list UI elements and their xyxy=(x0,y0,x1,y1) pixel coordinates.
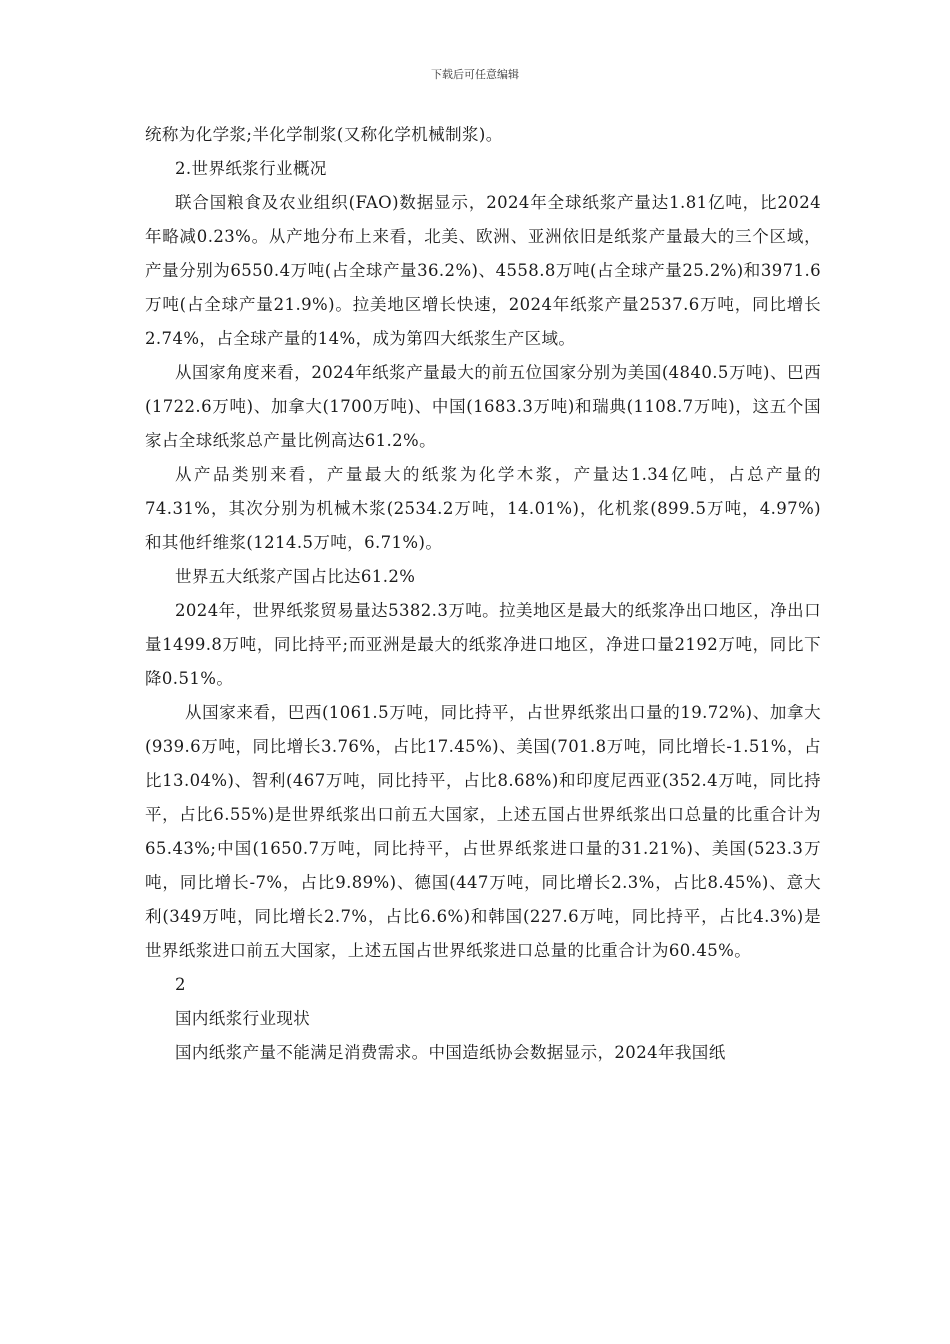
paragraph-trade-volume: 2024年，世界纸浆贸易量达5382.3万吨。拉美地区是最大的纸浆净出口地区，净出口量1499.8万吨，同比持平;而亚洲是最大的纸浆净进口地区，净进口量2192万吨，同比下降0.51%。 xyxy=(145,601,821,688)
document-body xyxy=(145,118,821,1070)
paragraph-continuation: 统称为化学浆;半化学制浆(又称化学机械制浆)。 xyxy=(145,125,503,144)
paragraph-global-production: 联合国粮食及农业组织(FAO)数据显示，2024年全球纸浆产量达1.81亿吨，比2024年略减0.23%。从产地分布上来看，北美、欧洲、亚洲依旧是纸浆产量最大的三个区域，产量分别为6550.4万吨(占全球产量36.2%)、4558.8万吨(占全球产量25.2%)和3971.6万吨(占全球产量21.9%)。拉美地区增长快速，2024年纸浆产量2537.6万吨，同比增长2.74%，占全球产量的14%，成为第四大纸浆生产区域。 xyxy=(145,193,821,348)
paragraph-domestic-status: 国内纸浆产量不能满足消费需求。中国造纸协会数据显示，2024年我国纸 xyxy=(175,1043,726,1062)
paragraph-product-categories: 从产品类别来看，产量最大的纸浆为化学木浆，产量达1.34亿吨，占总产量的74.31%，其次分别为机械木浆(2534.2万吨，14.01%)，化机浆(899.5万吨，4.97%)和其他纤维浆(1214.5万吨，6.71%)。 xyxy=(145,465,821,552)
paragraph-country-production: 从国家角度来看，2024年纸浆产量最大的前五位国家分别为美国(4840.5万吨)、巴西(1722.6万吨)、加拿大(1700万吨)、中国(1683.3万吨)和瑞典(1108.7万吨)，这五个国家占全球纸浆总产量比例高达61.2%。 xyxy=(145,363,821,450)
section-heading-world-pulp: 2.世界纸浆行业概况 xyxy=(175,159,327,178)
section-number: 2 xyxy=(175,975,186,994)
paragraph-export-import-countries: 从国家来看，巴西(1061.5万吨，同比持平，占世界纸浆出口量的19.72%)、加拿大(939.6万吨，同比增长3.76%，占比17.45%)、美国(701.8万吨，同比增长-1.51%，占比13.04%)、智利(467万吨，同比持平，占比8.68%)和印度尼西亚(352.4万吨，同比持平，占比6.55%)是世界纸浆出口前五大国家，上述五国占世界纸浆出口总量的比重合计为65.43%;中国(1650.7万吨，同比持平，占世界纸浆进口量的31.21%)、美国(523.3万吨，同比增长-7%，占比9.89%)、德国(447万吨，同比增长2.3%，占比8.45%)、意大利(349万吨，同比增长2.7%，占比6.6%)和韩国(227.6万吨，同比持平，占比4.3%)是世界纸浆进口前五大国家，上述五国占世界纸浆进口总量的比重合计为60.45%。 xyxy=(145,703,821,960)
figure-caption-top-five: 世界五大纸浆产国占比达61.2% xyxy=(175,567,416,586)
page-header: 下载后可任意编辑 xyxy=(431,68,519,81)
section-heading-domestic: 国内纸浆行业现状 xyxy=(175,1009,311,1028)
